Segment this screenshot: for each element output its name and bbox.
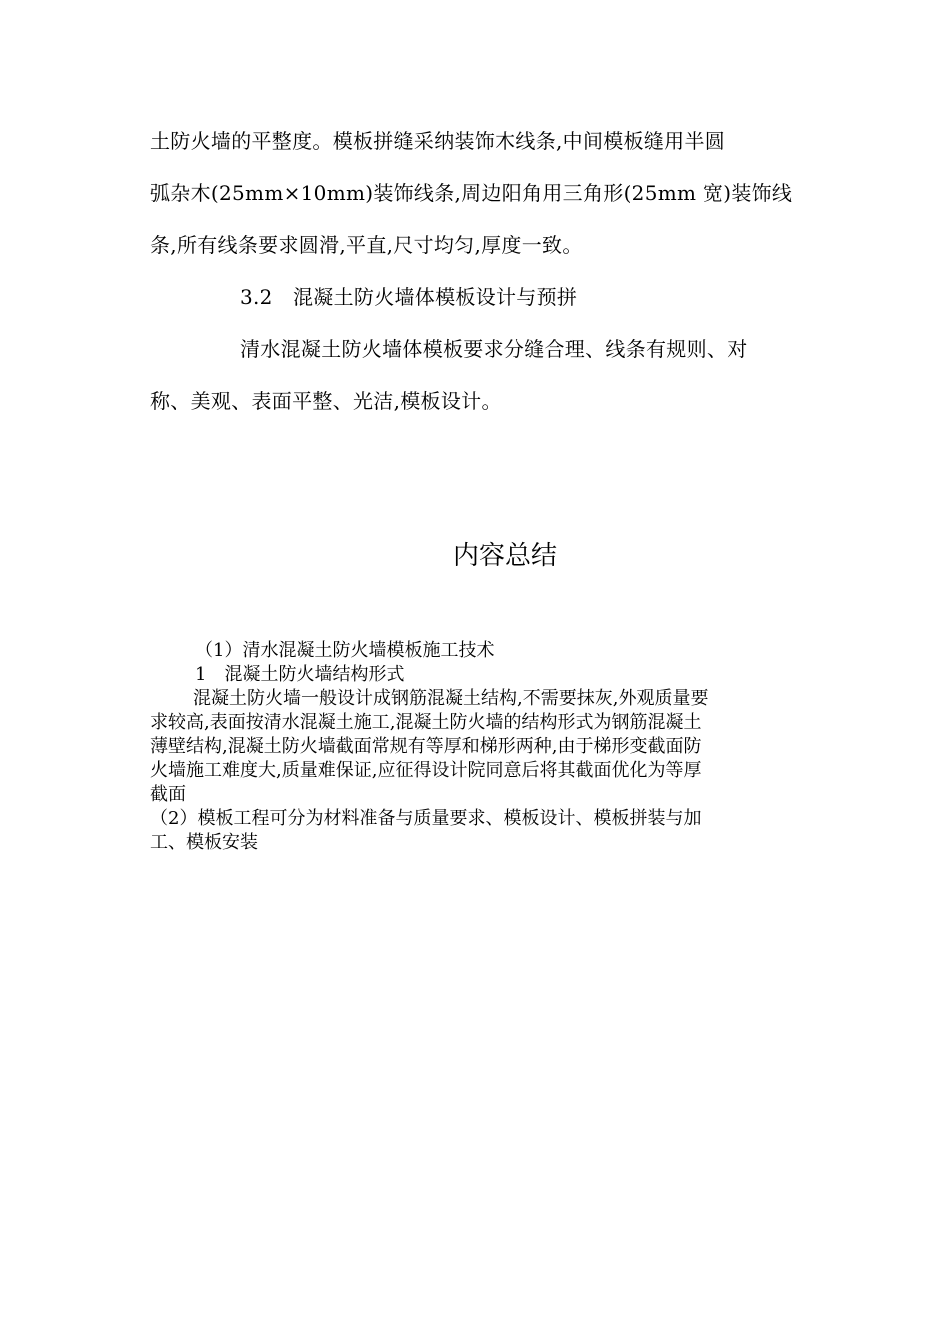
- summary-line-8: （2）模板工程可分为材料准备与质量要求、模板设计、模板拼装与加: [150, 808, 702, 829]
- summary-line-1: （1）清水混凝土防火墙模板施工技术: [195, 640, 495, 661]
- body-line-2: 弧杂木(25mm×10mm)装饰线条,周边阳角用三角形(25mm 宽)装饰线: [150, 181, 793, 205]
- body-line-5: 清水混凝土防火墙体模板要求分缝合理、线条有规则、对: [240, 337, 748, 361]
- summary-line-7: 截面: [150, 784, 186, 805]
- summary-line-2: 1 混凝土防火墙结构形式: [195, 664, 405, 685]
- body-line-6: 称、美观、表面平整、光洁,模板设计。: [150, 389, 502, 413]
- summary-line-6: 火墙施工难度大,质量难保证,应征得设计院同意后将其截面优化为等厚: [150, 760, 702, 781]
- summary-title: 内容总结: [452, 541, 557, 571]
- summary-line-4: 求较高,表面按清水混凝土施工,混凝土防火墙的结构形式为钢筋混凝土: [150, 712, 702, 733]
- body-line-1: 土防火墙的平整度。模板拼缝采纳装饰木线条,中间模板缝用半圆: [150, 129, 726, 153]
- section-heading: 3.2 混凝土防火墙体模板设计与预拼: [240, 285, 578, 309]
- body-line-3: 条,所有线条要求圆滑,平直,尺寸均匀,厚度一致。: [150, 233, 583, 257]
- summary-line-9: 工、模板安装: [150, 832, 258, 853]
- summary-line-5: 薄壁结构,混凝土防火墙截面常规有等厚和梯形两种,由于梯形变截面防: [150, 736, 702, 757]
- summary-line-3: 混凝土防火墙一般设计成钢筋混凝土结构,不需要抹灰,外观质量要: [193, 688, 709, 709]
